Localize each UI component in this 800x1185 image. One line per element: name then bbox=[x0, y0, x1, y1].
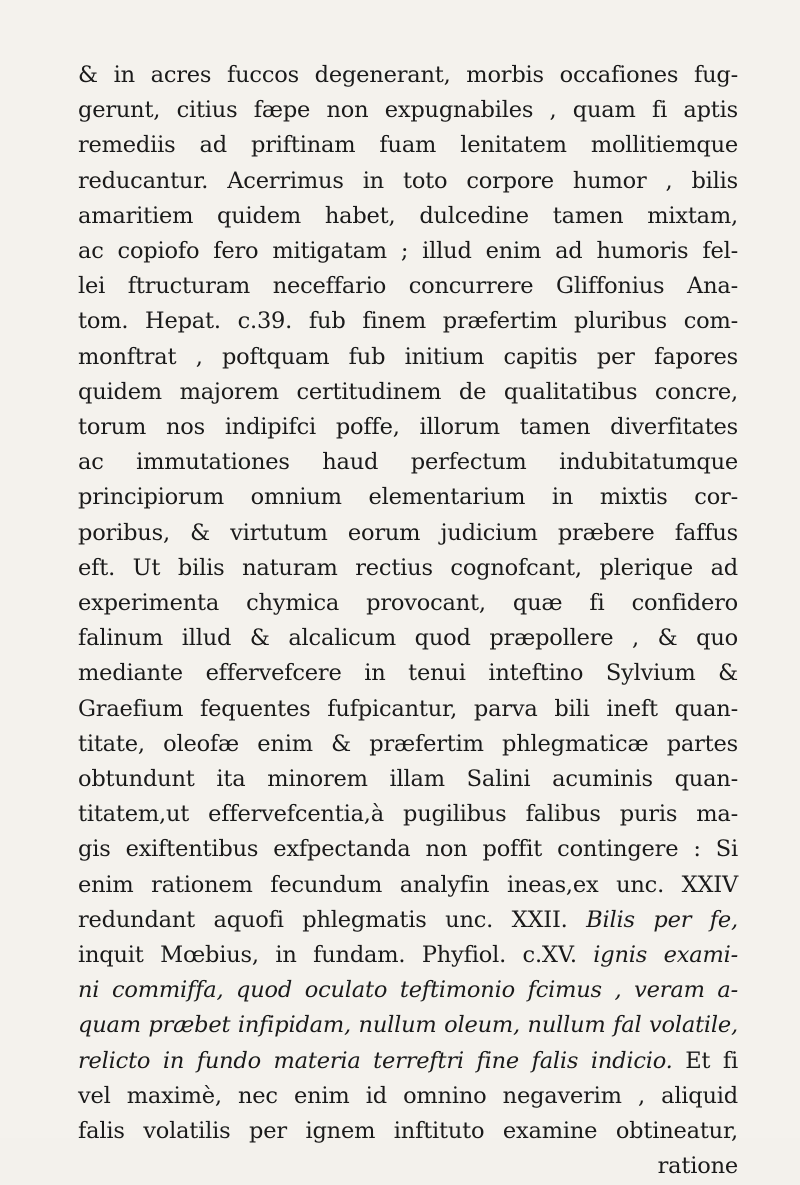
text-line: titatem,ut effervefcentia,à pugilibus falibus puris ma- bbox=[78, 801, 738, 828]
italic-quote: relicto in fundo materia terreftri fine falis indicio. bbox=[78, 1047, 673, 1074]
text-line: inquit Mœbius, in fundam. Phyfiol. c.XV. ignis exami- bbox=[78, 942, 738, 969]
text-line: relicto in fundo materia terreftri fine falis indicio. Et fi bbox=[78, 1047, 738, 1074]
text-line: ac copiofo fero mitigatam ; illud enim ad humoris fel- bbox=[78, 238, 738, 265]
catchword: ratione bbox=[657, 1153, 738, 1180]
text-line: gis exiftentibus exfpectanda non poffit contingere : Si bbox=[78, 836, 738, 863]
text-line bbox=[78, 973, 738, 1008]
text-line: reducantur. Acerrimus in toto corpore humor , bilis bbox=[78, 167, 738, 194]
text-line: monftrat , poftquam fub initium capitis per fapores bbox=[78, 343, 738, 370]
text-line: lei ftructuram neceffario concurrere Gliffonius Ana- bbox=[78, 273, 738, 300]
italic-quote: Bilis per fe, bbox=[586, 906, 738, 933]
text-line: obtundunt ita minorem illam Salini acuminis quan- bbox=[78, 766, 738, 793]
text-line: falinum illud & alcalicum quod præpollere , & quo bbox=[78, 625, 738, 652]
italic-quote: quam præbet infipidam, nullum oleum, nullum fal volatile, bbox=[78, 1012, 738, 1039]
text-line: principiorum omnium elementarium in mixtis cor- bbox=[78, 484, 738, 511]
text-line: mediante effervefcere in tenui inteftino Sylvium & bbox=[78, 660, 738, 687]
italic-quote: ignis exami- bbox=[593, 942, 738, 969]
text-line: eft. Ut bilis naturam rectius cognofcant, plerique ad bbox=[78, 554, 738, 581]
text-line: torum nos indipifci poffe, illorum tamen diverfitates bbox=[78, 414, 738, 441]
text-line: & in acres fuccos degenerant, morbis occafiones fug- bbox=[78, 62, 738, 88]
text-line: enim rationem fecundum analyfin ineas,ex unc. XXIV bbox=[78, 871, 738, 898]
text-line: poribus, & virtutum eorum judicium præbere faffus bbox=[78, 519, 738, 546]
text-line: vel maximè, nec enim id omnino negaverim , aliquid bbox=[78, 1082, 738, 1109]
text-line: remediis ad priftinam fuam lenitatem mollitiemque bbox=[78, 132, 738, 159]
text-line bbox=[78, 1008, 738, 1043]
text-line: falis volatilis per ignem inftituto examine obtineatur, bbox=[78, 1118, 738, 1145]
text-line: quidem majorem certitudinem de qualitatibus concre, bbox=[78, 378, 738, 405]
text-line: gerunt, citius fæpe non expugnabiles , quam fi aptis bbox=[78, 97, 738, 124]
text-line: experimenta chymica provocant, quæ fi confidero bbox=[78, 590, 738, 617]
text-line: ac immutationes haud perfectum indubitatumque bbox=[78, 449, 738, 476]
text-line: amaritiem quidem habet, dulcedine tamen mixtam, bbox=[78, 202, 738, 229]
text-line: tom. Hepat. c.39. fub finem præfertim pluribus com- bbox=[78, 308, 738, 335]
body-text bbox=[78, 58, 738, 1185]
italic-quote: ni commiffa, quod oculato teftimonio fcimus , veram a- bbox=[78, 977, 738, 1004]
text-line: titate, oleofæ enim & præfertim phlegmaticæ partes bbox=[78, 730, 738, 757]
text-line: redundant aquofi phlegmatis unc. XXII. Bilis per fe, bbox=[78, 906, 738, 933]
text-line: Graefium fequentes fufpicantur, parva bili ineft quan- bbox=[78, 695, 738, 722]
